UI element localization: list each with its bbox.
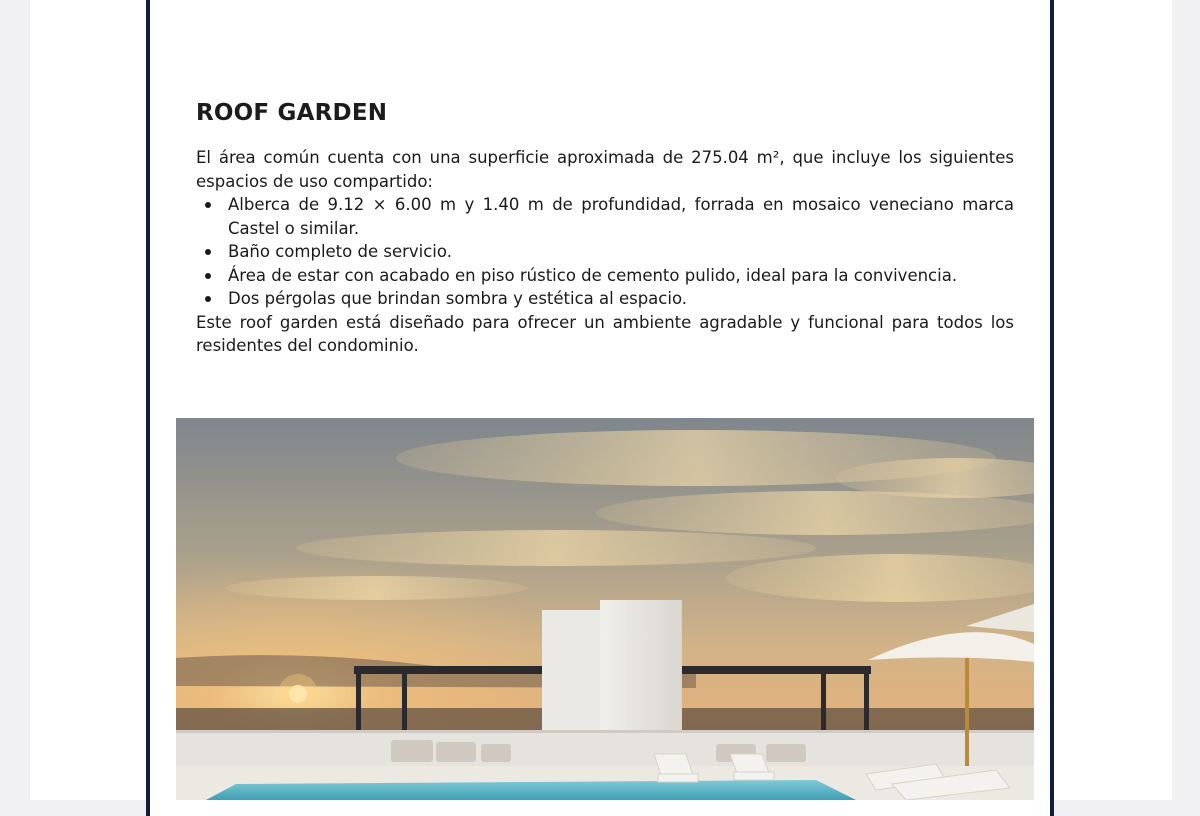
bullet-icon — [205, 249, 211, 255]
bullet-icon — [205, 273, 211, 279]
rooftop-pool-render-image — [176, 418, 1034, 800]
section-title: ROOF GARDEN — [196, 100, 388, 126]
bullet-icon — [205, 296, 211, 302]
intro-paragraph: El área común cuenta con una superficie aproximada de 275.04 m², que incluye los siguientes espacios de uso compartido: — [196, 148, 1014, 191]
closing-paragraph: Este roof garden está diseñado para ofrecer un ambiente agradable y funcional para todos los residentes del condominio. — [196, 312, 1014, 355]
list-item: Dos pérgolas que brindan sombra y estética al espacio. — [228, 287, 1014, 311]
amenities-list — [196, 193, 1014, 311]
list-item: Baño completo de servicio. — [228, 240, 1014, 264]
list-item: Alberca de 9.12 × 6.00 m y 1.40 m de profundidad, forrada en mosaico veneciano marca Castel o similar. — [228, 193, 1014, 240]
list-item: Área de estar con acabado en piso rústico de cemento pulido, ideal para la convivencia. — [228, 264, 1014, 288]
bullet-icon — [205, 202, 211, 208]
parapet-wall — [176, 730, 1034, 770]
roof-garden-section — [196, 100, 1014, 358]
